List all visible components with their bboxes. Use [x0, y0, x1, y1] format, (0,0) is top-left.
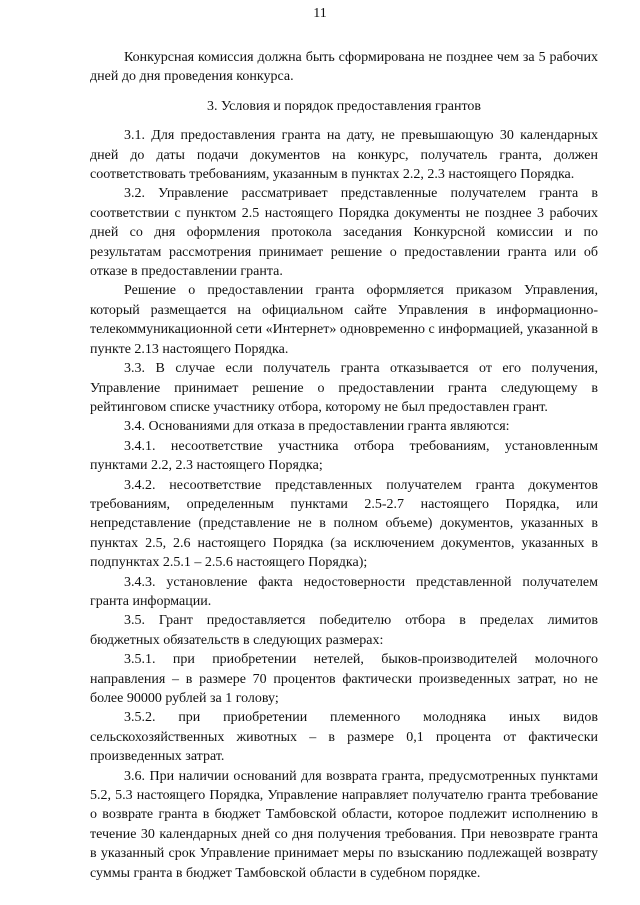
section-heading: 3. Условия и порядок предоставления грантов: [206, 98, 482, 114]
paragraph-3-6: 3.6. При наличии оснований для возврата гранта, предусмотренных пунктами 5.2, 5.3 настоящего Порядка, Управление направляет получателю гранта требование о возврате гранта в бюджет Тамбовской области, которое подлежит исполнению в течение 30 календарных дней со дня получения требования. При невозврате гранта в указанный срок Управление принимает меры по взысканию подлежащей возврату суммы гранта в бюджет Тамбовской области в судебном порядке.: [90, 768, 598, 881]
paragraph-3-4-2: 3.4.2. несоответствие представленных получателем гранта документов требованиям, определенным пунктами 2.5-2.7 настоящего Порядка, или непредставление (представление не в полном объеме) документов, указанных в пунктах 2.5, 2.6 настоящего Порядка (за исключением документов, указанных в подпунктах 2.5.1 – 2.5.6 настоящего Порядка);: [90, 477, 598, 571]
paragraph-3-5: 3.5. Грант предоставляется победителю отбора в пределах лимитов бюджетных обязательств в следующих размерах:: [90, 613, 598, 648]
paragraph-3-1: 3.1. Для предоставления гранта на дату, не превышающую 30 календарных дней до даты подачи документов на конкурс, получатель гранта, должен соответствовать требованиям, указанным в пунктах 2.2, 2.3 настоящего Порядка.: [90, 128, 598, 183]
page-number: 11: [313, 6, 327, 21]
paragraph-3-4-1: 3.4.1. несоответствие участника отбора требованиям, установленным пунктами 2.2, 2.3 настоящего Порядка;: [90, 438, 598, 474]
paragraph-3-2: 3.2. Управление рассматривает представленные получателем гранта в соответствии с пунктом 2.5 настоящего Порядка документы не позднее 3 рабочих дней со дня оформления протокола заседания Конкурсной комиссии и по результатам рассмотрения принимает решение о предоставлении гранта или об отказе в предоставлении гранта.: [90, 186, 598, 280]
paragraph-3-4-3: 3.4.3. установление факта недостоверности представленной получателем гранта информации.: [90, 574, 598, 609]
intro-paragraph: Конкурсная комиссия должна быть сформирована не позднее чем за 5 рабочих дней до дня проведения конкурса.: [90, 50, 598, 85]
paragraph-3-5-1: 3.5.1. при приобретении нетелей, быков-производителей молочного направления – в размере 70 процентов фактически произведенных затрат, но не более 90000 рублей за 1 голову;: [90, 652, 598, 706]
paragraph-3-4: 3.4. Основаниями для отказа в предоставлении гранта являются:: [124, 419, 510, 435]
document-body: [90, 48, 598, 883]
paragraph-decision: Решение о предоставлении гранта оформляется приказом Управления, который размещается на официальном сайте Управления в информационно-телекоммуникационной сети «Интернет» одновременно с информацией, указанной в пункте 2.13 настоящего Порядка.: [90, 283, 598, 357]
paragraph-3-3: 3.3. В случае если получатель гранта отказывается от его получения, Управление принимает решение о предоставлении гранта следующему в рейтинговом списке участнику отбора, которому не был предоставлен грант.: [90, 361, 598, 415]
paragraph-3-5-2: 3.5.2. при приобретении племенного молодняка иных видов сельскохозяйственных животных – в размере 0,1 процента от фактически произведенных затрат.: [90, 710, 598, 765]
